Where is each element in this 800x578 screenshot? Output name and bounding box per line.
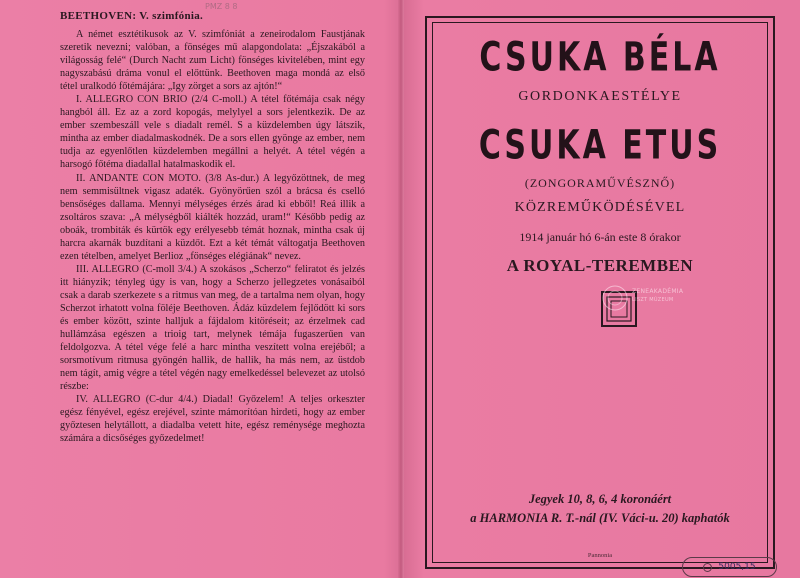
program-text <box>60 28 365 446</box>
event-title: GORDONKAESTÉLYE <box>518 89 682 104</box>
movement-4-paragraph: IV. ALLEGRO (C-dur 4/4.) Diadal! Győzelem! A teljes orkeszter egész fényével, egész erejével, szinte mámorítóan hirdeti, hogy az ember győztesen helytállott, a diadalba vetett hite, egész reménysége meghozta számára a dicsőséges győzedelmet! <box>60 394 365 445</box>
program-notes <box>60 8 365 446</box>
stamp-sublabel: LISZT MÚZEUM <box>632 297 674 303</box>
program-heading: BEETHOVEN: V. szimfónia. <box>60 10 204 22</box>
archive-number: 5005,15 <box>718 562 756 572</box>
pencil-note: PMZ 8 8 <box>205 2 238 11</box>
movement-2-paragraph: II. ANDANTE CON MOTO. (3/8 As-dur.) A legyőzöttnek, de meg nem semmisültnek vigasz adaték. Gyönyörűen szól a brácsa és cselló bensőséges dallama. Mennyi mélységes érzés árad ki ebből! Reá illik a zsoltáros szava: „A mélységből kiálték hozzád, uram!“ Később pedig az oboák, trombiták és kürtök egy erélyesebb témát hoznak, mintha csak új harcra akarnák buzdítani a küzdőt. Ezt a két témát váltogatja Beethoven ezen tételben, amelyet Berlioz „fönséges elégiának“ nevez. <box>60 172 365 262</box>
date-line: 1914 január hó 6-án este 8 órakor <box>519 230 681 244</box>
participation-line: KÖZREMŰKÖDÉSÉVEL <box>514 200 686 215</box>
tickets-line-1: Jegyek 10, 8, 6, 4 koronáért <box>528 492 672 506</box>
intro-paragraph: A német esztétikusok az V. szimfóniát a zeneirodalom Faustjának szeretik nevezni; valóban, a fönséges mű alapgondolata: „Éjszakából a világosság felé“ (Durch Nacht zum Licht) fönséges kivitelében, mint egy nagyszabású dráma vonul el előttünk. Beethoven maga mondá az első tétel uralkodó főtémájára: „Igy zörget a sors az ajtón!“ <box>60 29 365 93</box>
collaborator-name: CSUKA ETUS <box>478 122 722 170</box>
printer-mark: Pannonia <box>587 552 613 559</box>
library-stamp-icon <box>600 283 630 313</box>
archive-circle-icon <box>703 563 712 572</box>
stamp-label: ZENEAKADÉMIA <box>632 288 684 295</box>
movement-1-paragraph: I. ALLEGRO CON BRIO (2/4 C-moll.) A tétel főtémája csak négy hangból áll. Ez az a zord kopogás, melylyel a sors jelentkezik. De az ember szembeszáll vele s diadalt remél. S a küzdelemben úgy látszik, mintha az ember diadalmaskodnék. De a sors ellen gyönge az ember, nem tudja az egyenlőtlen küzdelemben megállni a helyét. A tétel végén a harsogó főtéma diadallal hatalmaskodik el. <box>60 94 365 171</box>
movement-3-paragraph: III. ALLEGRO (C-moll 3/4.) A szokásos „Scherzo“ feliratot és jelzés itt hiányzik; tényleg úgy is van, hogy a Scherzo jellegzetes vonásaiból csak a darab szerkezete s a ritmus van meg, de a tartalma nem olyan, hogy Scherzot irhatott volna föléje Beethoven. Ádáz küzdelem fejlődött ki sors és ember között, szinte halljuk a fájdalom kitöréseit; az érzelmek cad hullámzása egészen a trioig tart, melynek témája fugaszerűen van feldolgozva. A tétel vége felé a harc mintha veszített volna erejéből; a sorsmotívum ritmusa gyöngén hallik, de hallik, ha más nem, az üstdob nem tágít, amig végre a tétel végén nagy emelkedéssel belevezet az utolsó részbe: <box>60 263 365 393</box>
venue-line: A ROYAL-TEREMBEN <box>506 256 694 275</box>
tickets-line-2: a HARMONIA R. T.-nál (IV. Váci-u. 20) kaphatók <box>470 511 730 525</box>
stamp-text <box>632 288 683 304</box>
center-fold <box>398 0 404 578</box>
archive-stamp <box>682 557 777 577</box>
performer-name: CSUKA BÉLA <box>479 34 721 82</box>
collaborator-role: (ZONGORAMŰVÉSZNŐ) <box>524 176 676 190</box>
